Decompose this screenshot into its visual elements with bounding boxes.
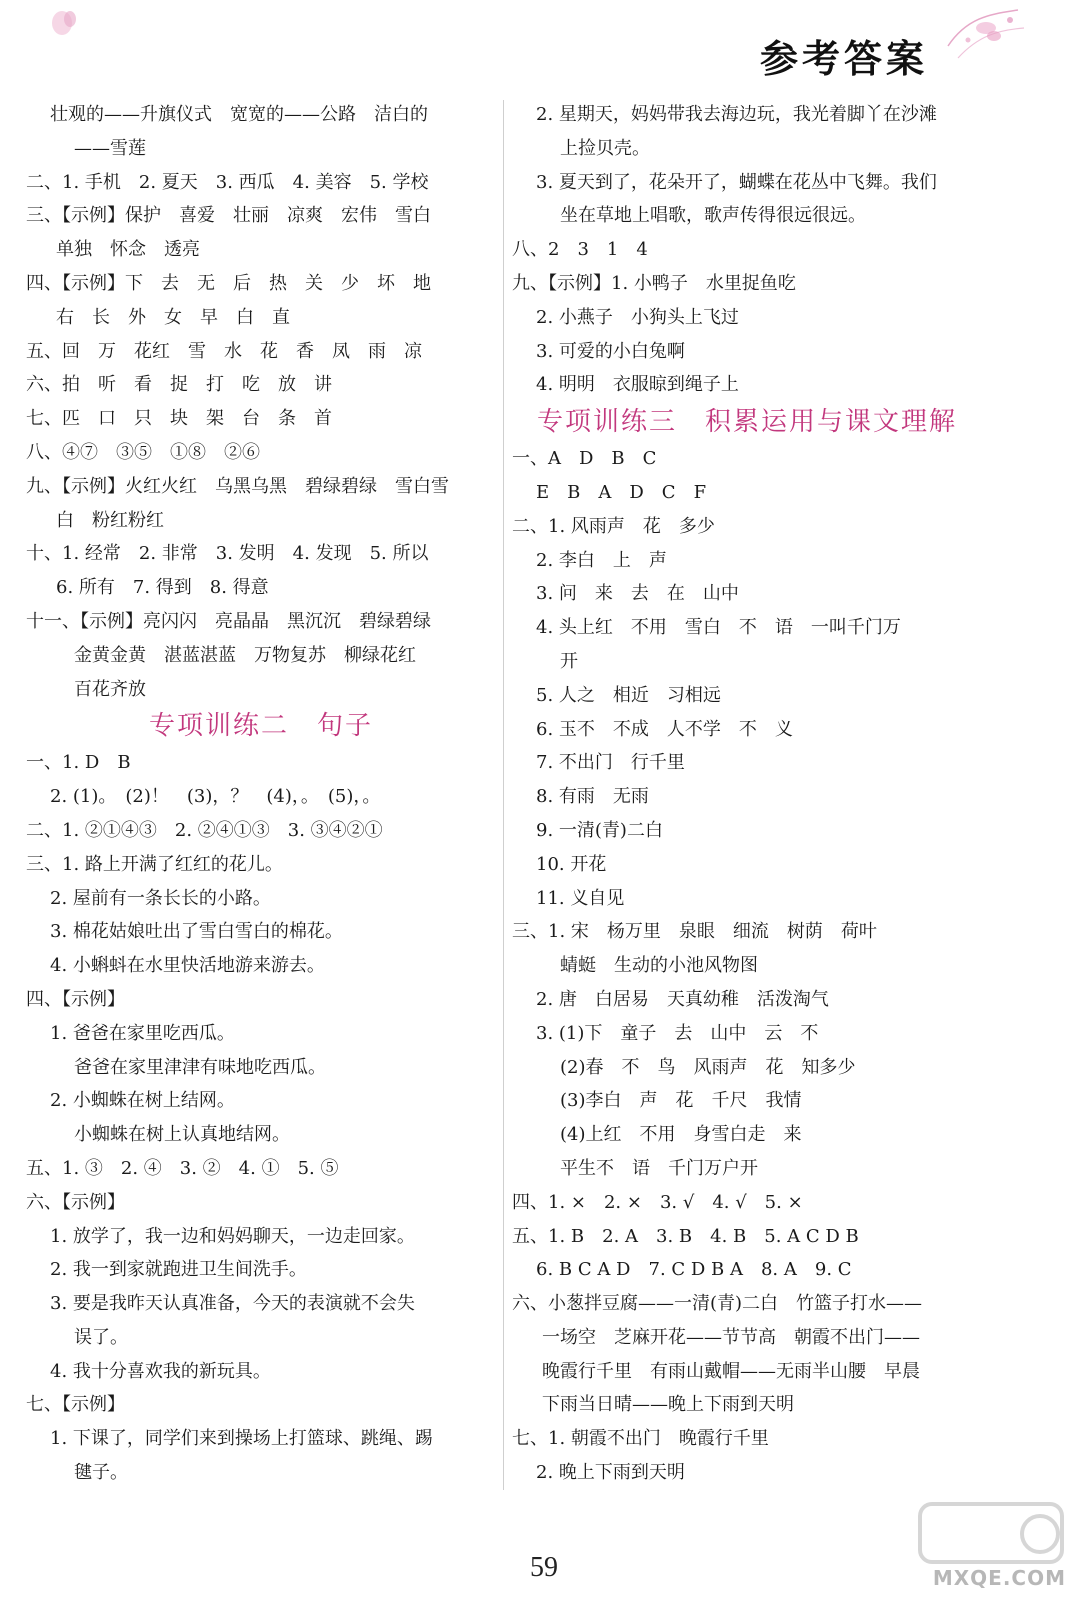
answer-line: 四、【示例】下 去 无 后 热 关 少 坏 地 (26, 272, 431, 294)
answer-line: 2. 屋前有一条长长的小路。 (50, 887, 271, 909)
column-divider (503, 100, 504, 1490)
answer-line: 坐在草地上唱歌，歌声传得很远很远。 (560, 205, 866, 227)
corner-flower-icon (44, 6, 84, 40)
answer-line: 九、【示例】1. 小鸭子 水里捉鱼吃 (512, 272, 796, 294)
page-title: 参考答案 (759, 37, 928, 81)
answer-line: 五、1. B 2. A 3. B 4. B 5. A C D B (512, 1225, 859, 1247)
answer-line: 开 (560, 650, 578, 672)
answer-line: 二、1. 风雨声 花 多少 (512, 515, 715, 537)
answer-line: 四、1. × 2. × 3. √ 4. √ 5. × (512, 1191, 803, 1213)
answer-line: 9. 一清(青)二白 (536, 819, 663, 841)
answer-line: 6. B C A D 7. C D B A 8. A 9. C (536, 1259, 852, 1281)
answer-line: 2. 晚上下雨到天明 (536, 1462, 685, 1484)
answer-line: 二、1. 手机 2. 夏天 3. 西瓜 4. 美容 5. 学校 (26, 171, 429, 193)
answer-line: 毽子。 (74, 1462, 128, 1484)
butterfly-decoration-icon (938, 6, 1028, 70)
answer-line: 三、【示例】保护 喜爱 壮丽 凉爽 宏伟 雪白 (26, 205, 431, 227)
answer-line: 一、A D B C (512, 448, 657, 470)
answer-line: 十一、【示例】亮闪闪 亮晶晶 黑沉沉 碧绿碧绿 (26, 610, 431, 632)
answer-line: 爸爸在家里津津有味地吃西瓜。 (74, 1056, 326, 1078)
answer-line: 七、1. 朝霞不出门 晚霞行千里 (512, 1428, 769, 1450)
right-column (512, 98, 982, 1490)
answer-line: 白 粉红粉红 (56, 509, 164, 531)
answer-line: 4. 我十分喜欢我的新玩具。 (50, 1360, 271, 1382)
answer-line: 4. 小蝌蚪在水里快活地游来游去。 (50, 955, 325, 977)
watermark-text: MXQE.COM (932, 1566, 1066, 1590)
answer-line: 八、2 3 1 4 (512, 239, 648, 261)
answer-line: 六、小葱拌豆腐——一清(青)二白 竹篮子打水—— (512, 1293, 923, 1315)
answer-line: 六、【示例】 (26, 1191, 125, 1213)
answer-line: 3. 要是我昨天认真准备，今天的表演就不会失 (50, 1293, 415, 1315)
answer-line: 十、1. 经常 2. 非常 3. 发明 4. 发现 5. 所以 (26, 543, 429, 565)
answer-line: 1. 爸爸在家里吃西瓜。 (50, 1022, 235, 1044)
answer-line: 七、匹 口 只 块 架 台 条 首 (26, 408, 332, 430)
answer-line: ——雪莲 (74, 137, 146, 159)
answer-line: 单独 怀念 透亮 (56, 239, 200, 261)
answer-line: 2. 小蜘蛛在树上结网。 (50, 1090, 235, 1112)
answer-line: 七、【示例】 (26, 1394, 125, 1416)
answer-line: 平生不 语 千门万户开 (560, 1157, 758, 1179)
answer-line: 四、【示例】 (26, 988, 125, 1010)
answer-line: 上捡贝壳。 (560, 137, 650, 159)
answer-line: 2. 小燕子 小狗头上飞过 (536, 306, 739, 328)
answer-line: 2. 星期天，妈妈带我去海边玩，我光着脚丫在沙滩 (536, 104, 937, 125)
answer-line: 4. 明明 衣服晾到绳子上 (536, 374, 739, 396)
answer-line: 金黄金黄 湛蓝湛蓝 万物复苏 柳绿花红 (74, 644, 416, 666)
answer-line: 6. 所有 7. 得到 8. 得意 (56, 577, 269, 599)
answer-line: 八、④⑦ ③⑤ ①⑧ ②⑥ (26, 441, 260, 463)
answer-line: 三、1. 路上开满了红红的花儿。 (26, 853, 283, 875)
answer-line: 九、【示例】火红火红 乌黑乌黑 碧绿碧绿 雪白雪 (26, 475, 449, 497)
answer-line: 8. 有雨 无雨 (536, 786, 649, 808)
answer-line: 小蜘蛛在树上认真地结网。 (74, 1124, 290, 1146)
answer-line: 六、拍 听 看 捉 打 吃 放 讲 (26, 374, 332, 396)
answer-line: 二、1. ②①④③ 2. ②④①③ 3. ③④②① (26, 819, 383, 841)
answer-line: 3. (1)下 童子 去 山中 云 不 (536, 1022, 819, 1044)
answer-line: 壮观的——升旗仪式 宽宽的——公路 洁白的 (50, 104, 428, 125)
answer-line: (2)春 不 鸟 风雨声 花 知多少 (560, 1056, 856, 1078)
answer-line: 4. 头上红 不用 雪白 不 语 一叫千门万 (536, 617, 901, 639)
answer-line: 一、1. D B (26, 752, 131, 774)
answer-line: 3. 夏天到了，花朵开了，蝴蝶在花丛中飞舞。我们 (536, 171, 937, 193)
answer-line: 3. 问 来 去 在 山中 (536, 583, 739, 605)
answer-line: 11. 义自见 (536, 887, 625, 909)
answer-line: 三、1. 宋 杨万里 泉眼 细流 树荫 荷叶 (512, 921, 877, 943)
answer-line: 五、1. ③ 2. ④ 3. ② 4. ① 5. ⑤ (26, 1157, 339, 1179)
answer-line: 2. 唐 白居易 天真幼稚 活泼淘气 (536, 988, 829, 1010)
answer-line: 百花齐放 (74, 678, 146, 700)
left-column (26, 98, 496, 1490)
answer-line: 误了。 (74, 1326, 128, 1348)
answer-line: 6. 玉不 不成 人不学 不 义 (536, 718, 793, 740)
answer-line: 5. 人之 相近 习相远 (536, 684, 721, 706)
answer-line: (3)李白 声 花 千尺 我情 (560, 1090, 802, 1112)
answer-line: 2. (1)。 (2)！ (3)，？ (4)，。 (5)，。 (50, 786, 381, 808)
answer-line: 1. 放学了，我一边和妈妈聊天，一边走回家。 (50, 1225, 415, 1247)
answer-line: 晚霞行千里 有雨山戴帽——无雨半山腰 早晨 (542, 1360, 920, 1382)
answer-line: 2. 我一到家就跑进卫生间洗手。 (50, 1259, 307, 1281)
answer-line: 一场空 芝麻开花——节节高 朝霞不出门—— (542, 1326, 920, 1348)
answer-line: E B A D C F (536, 481, 707, 503)
section-title: 专项训练二 句子 (148, 711, 373, 742)
answer-line: 下雨当日晴——晚上下雨到天明 (542, 1394, 794, 1416)
answer-line: 右 长 外 女 早 白 直 (56, 306, 290, 328)
answer-line: 1. 下课了，同学们来到操场上打篮球、跳绳、踢 (50, 1428, 433, 1450)
answer-line: 3. 棉花姑娘吐出了雪白雪白的棉花。 (50, 921, 343, 943)
answer-line: 蜻蜓 生动的小池风物图 (560, 955, 758, 977)
answer-line: 10. 开花 (536, 853, 607, 875)
answer-line: (4)上红 不用 身雪白走 来 (560, 1124, 802, 1146)
answer-line: 3. 可爱的小白兔啊 (536, 340, 685, 362)
answer-line: 五、回 万 花红 雪 水 花 香 凤 雨 凉 (26, 340, 422, 362)
section-title: 专项训练三 积累运用与课文理解 (536, 407, 957, 438)
page-number: 59 (530, 1552, 558, 1583)
answer-line: 7. 不出门 行千里 (536, 752, 685, 774)
answer-line: 2. 李白 上 声 (536, 549, 667, 571)
